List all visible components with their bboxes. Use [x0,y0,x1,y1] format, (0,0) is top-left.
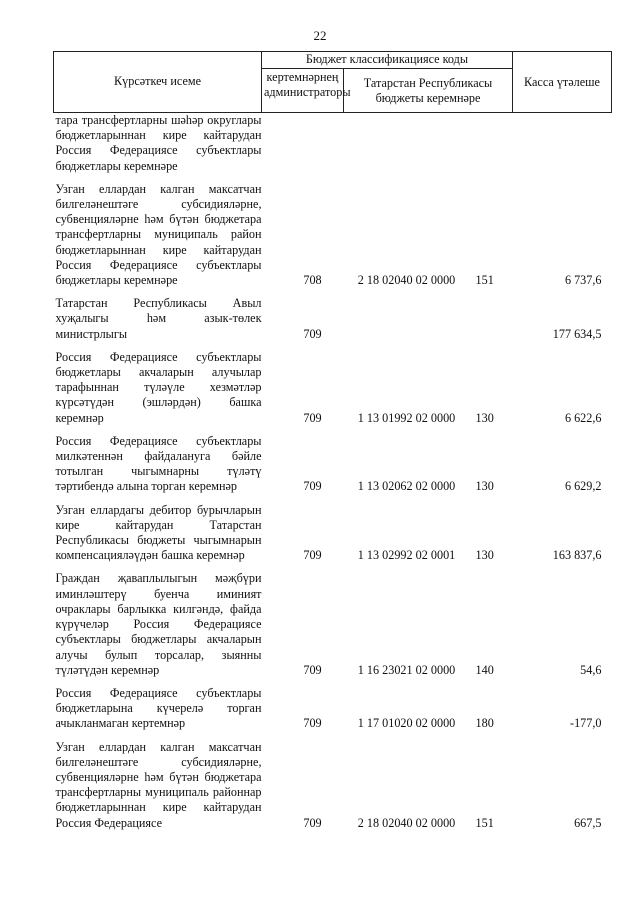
row-cash-amount: 6 737,6 [564,273,602,288]
header-administrator: кертемнәрнең администраторы [262,69,344,113]
table-row [54,113,612,182]
table-body [54,113,612,839]
row-cash-amount: 6 629,2 [564,479,602,494]
row-cash-amount: 667,5 [574,815,602,830]
row-administrator-code: 709 [303,716,322,731]
row-indicator-name: Татарстан Республикасы Авыл хуҗалыгы һәм азык-төлек министрлыгы [55,296,262,341]
row-administrator-code: 709 [303,479,322,494]
table-row [54,182,612,296]
row-budget-code: 1 16 23021 02 0000 [357,662,456,677]
row-cash-amount: 177 634,5 [552,326,602,341]
row-kosgu-code: 151 [475,815,494,830]
row-administrator-code: 709 [303,815,322,830]
row-kosgu-code: 130 [475,410,494,425]
row-budget-code: 1 13 01992 02 0000 [357,410,456,425]
row-cash-amount: 54,6 [580,662,602,677]
header-cash-execution: Касса үтәлеше [513,52,612,113]
header-indicator-name: Күрсәткеч исеме [54,52,262,113]
row-budget-code [344,296,470,350]
header-classification-code: Бюджет классификациясе коды [262,52,513,69]
budget-table [53,51,612,839]
header-budget-revenues: Татарстан Республикасы бюджеты керемнәре [344,69,513,113]
table-header [54,52,612,113]
row-indicator-name: тара трансфертларны шәһәр округлары бюджетларыннан кире кайтарудан Россия Федерациясе субъектлары бюджетлары керемнәре [55,113,262,173]
row-administrator-code: 709 [303,326,322,341]
row-kosgu-code [470,296,513,350]
row-kosgu-code: 130 [475,548,494,563]
row-indicator-name: Россия Федерациясе субъектлары бюджетларына күчерелә торган ачыкланмаган кертемнәр [55,685,262,731]
row-administrator-code: 709 [303,548,322,563]
row-administrator-code: 709 [303,662,322,677]
table-row [54,350,612,434]
row-budget-code: 2 18 02040 02 0000 [357,815,456,830]
table-row [54,740,612,839]
row-cash-amount: -177,0 [570,716,602,731]
table-row [54,434,612,503]
table-row [54,503,612,572]
row-budget-code: 1 17 01020 02 0000 [357,716,456,731]
row-cash-amount: 163 837,6 [552,548,602,563]
table-row [54,686,612,740]
row-budget-code [344,113,470,182]
table-row [54,296,612,350]
row-kosgu-code: 180 [475,716,494,731]
row-kosgu-code: 130 [475,479,494,494]
row-kosgu-code [470,113,513,182]
row-cash-amount [513,113,612,182]
row-indicator-name: Узган еллардагы дебитор бурычларын кире кайтарудан Татарстан Республикасы бюджеты чыгымнарын компенсацияләүдән башка керемнәр [55,502,262,563]
row-indicator-name: Узган еллардан калган максатчан билгеләнештәге субсидияләрне, субвенцияләрне һәм бүтән бюджетара трансфертларны муниципаль районнар бюджетларыннан кире кайтарудан Россия Федерациясе [55,739,262,830]
row-indicator-name: Граждан җаваплылыгын мәҗбүри иминләштерү буенча иминият очраклары барлыкка килгәндә, файда күрүчеләр Россия Федерациясе субъектлары бюджетлары акчаларын алучы булып торсалар, зыянны түләтүдән керемнәр [55,571,262,677]
row-administrator-code [262,113,344,182]
row-cash-amount: 6 622,6 [564,410,602,425]
row-budget-code: 1 13 02992 02 0001 [357,548,456,563]
row-indicator-name: Узган еллардан калган максатчан билгеләнештәге субсидияләрне, субвенцияләрне һәм бүтән бюджетара трансфертларны муниципаль район бюджетларыннан кире кайтарудан Россия Федерациясе субъектлары бюджетлары керемнәре [55,181,262,288]
row-budget-code: 1 13 02062 02 0000 [357,479,456,494]
table-row [54,571,612,685]
row-budget-code: 2 18 02040 02 0000 [357,273,456,288]
row-kosgu-code: 151 [475,273,494,288]
page-number: 22 [313,28,327,43]
row-administrator-code: 709 [303,410,322,425]
row-indicator-name: Россия Федерациясе субъектлары милкәтеннән файдалануга бәйле тотылган чыгымнарны түләтү тәртибендә алына торган керемнәр [55,433,262,494]
row-indicator-name: Россия Федерациясе субъектлары бюджетлары акчаларын алучылар тарафыннан түләүле хезмәтләр күрсәтүдән (эшләрдән) башка керемнәр [55,349,262,425]
row-kosgu-code: 140 [475,662,494,677]
row-administrator-code: 708 [303,273,322,288]
